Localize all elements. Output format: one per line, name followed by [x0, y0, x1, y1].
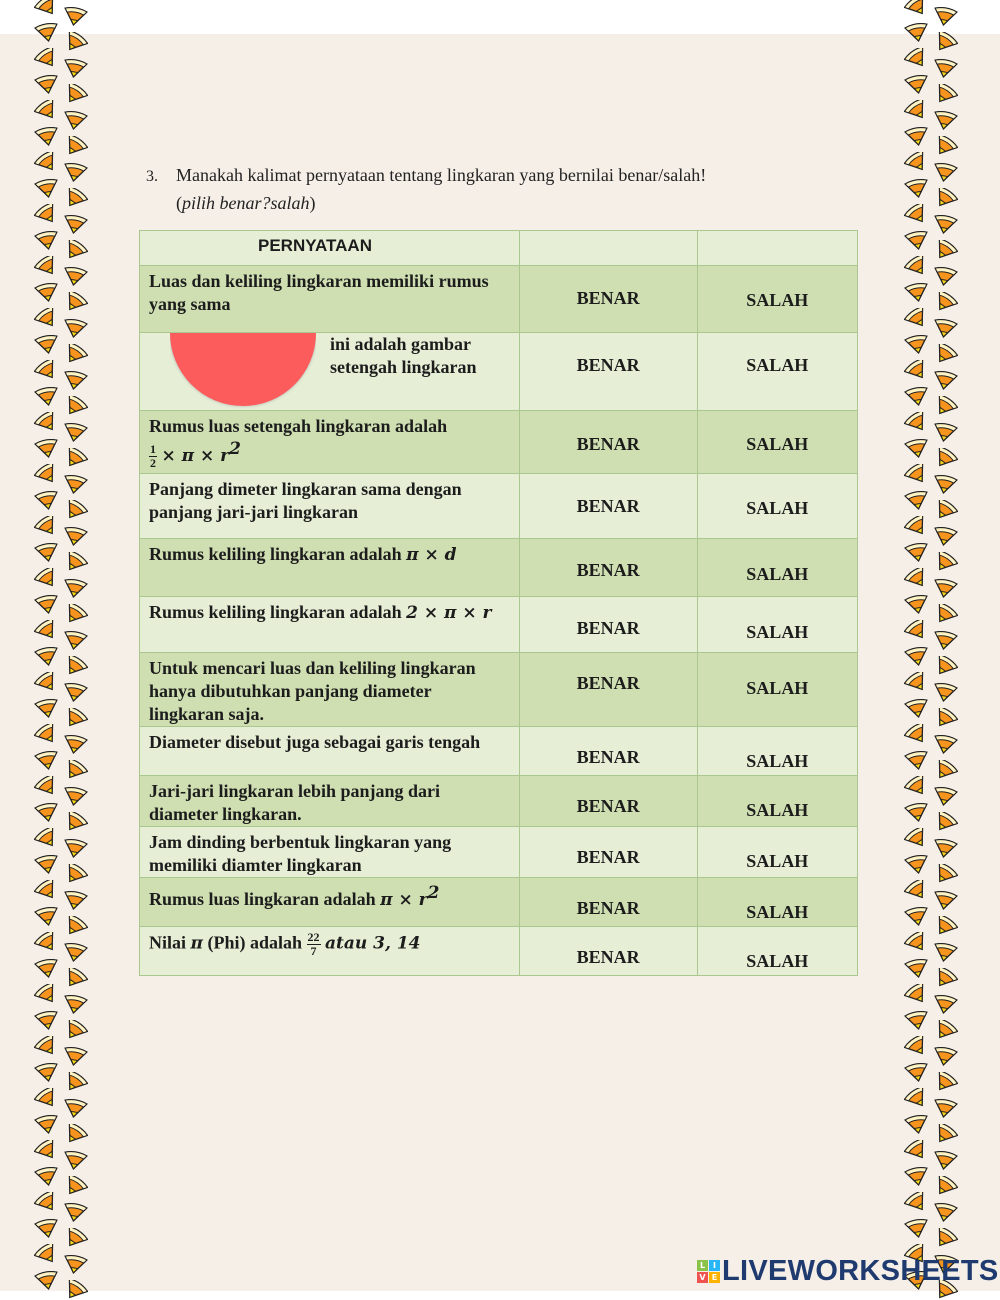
header-statement: PERNYATAAN — [140, 231, 520, 266]
candy-corn-icon — [34, 1088, 60, 1108]
candy-corn-icon — [904, 308, 930, 328]
candy-corn-icon — [932, 786, 958, 806]
candy-corn-icon — [932, 630, 958, 650]
candy-corn-icon — [62, 6, 88, 26]
candy-corn-icon — [34, 1244, 60, 1264]
candy-corn-icon — [932, 318, 958, 338]
candy-corn-icon — [932, 1176, 958, 1196]
candy-corn-icon — [904, 1166, 930, 1186]
statement-text: Rumus luas lingkaran adalah — [149, 889, 376, 909]
candy-corn-icon — [932, 604, 958, 624]
candy-corn-icon — [932, 32, 958, 52]
candy-corn-icon — [904, 412, 930, 432]
option-salah[interactable]: SALAH — [697, 776, 857, 827]
candy-corn-icon — [904, 802, 930, 822]
candy-corn-icon — [34, 1062, 60, 1082]
candy-corn-icon — [932, 1150, 958, 1170]
candy-corn-icon — [34, 620, 60, 640]
candy-corn-icon — [932, 916, 958, 936]
option-benar[interactable]: BENAR — [519, 597, 697, 653]
candy-corn-icon — [62, 32, 88, 52]
table-header-row — [140, 231, 858, 266]
candy-corn-icon — [34, 568, 60, 588]
candy-corn-icon — [34, 776, 60, 796]
candy-corn-icon — [932, 708, 958, 728]
candy-corn-icon — [62, 604, 88, 624]
candy-corn-icon — [904, 230, 930, 250]
table-row — [140, 539, 858, 597]
candy-corn-icon — [62, 318, 88, 338]
candy-corn-icon — [62, 136, 88, 156]
option-benar[interactable]: BENAR — [519, 266, 697, 333]
question-block — [146, 162, 846, 216]
candy-corn-icon — [34, 1140, 60, 1160]
candy-corn-border-right — [900, 0, 990, 1291]
candy-corn-icon — [34, 438, 60, 458]
candy-corn-icon — [904, 620, 930, 640]
candy-corn-icon — [932, 162, 958, 182]
option-salah[interactable]: SALAH — [697, 539, 857, 597]
candy-corn-icon — [932, 942, 958, 962]
candy-corn-icon — [62, 812, 88, 832]
candy-corn-icon — [62, 162, 88, 182]
candy-corn-icon — [904, 1062, 930, 1082]
table-row — [140, 927, 858, 976]
option-salah[interactable]: SALAH — [697, 653, 857, 727]
true-false-table — [139, 230, 858, 976]
candy-corn-icon — [34, 958, 60, 978]
candy-corn-icon — [904, 594, 930, 614]
statement-cell: Diameter disebut juga sebagai garis tengah — [140, 727, 520, 776]
statement-cell — [140, 927, 520, 976]
question-hint: (pilih benar?salah) — [176, 193, 316, 213]
candy-corn-icon — [932, 240, 958, 260]
candy-corn-icon — [62, 708, 88, 728]
candy-corn-icon — [904, 1140, 930, 1160]
formula-pi-value: atau 3, 14 — [325, 933, 421, 954]
statement-cell: Rumus luas setengah lingkaran adalah $\frac{1}{2}$ × $\pi \times r^2$ — [140, 411, 520, 474]
candy-corn-icon — [932, 760, 958, 780]
statement-text: Nilai — [149, 932, 187, 953]
candy-corn-icon — [932, 1124, 958, 1144]
statement-cell — [140, 597, 520, 653]
candy-corn-icon — [62, 1046, 88, 1066]
candy-corn-icon — [932, 370, 958, 390]
candy-corn-icon — [62, 682, 88, 702]
candy-corn-icon — [904, 828, 930, 848]
candy-corn-icon — [932, 344, 958, 364]
candy-corn-icon — [34, 22, 60, 42]
candy-corn-icon — [34, 984, 60, 1004]
candy-corn-icon — [62, 1280, 88, 1300]
candy-corn-icon — [34, 126, 60, 146]
candy-corn-icon — [62, 422, 88, 442]
candy-corn-icon — [932, 1020, 958, 1040]
candy-corn-icon — [62, 656, 88, 676]
candy-corn-border-left — [30, 0, 120, 1291]
option-benar[interactable]: BENAR — [519, 878, 697, 927]
table-row — [140, 597, 858, 653]
candy-corn-icon — [34, 256, 60, 276]
question-text: Manakah kalimat pernyataan tentang lingkaran yang bernilai benar/salah! — [176, 165, 707, 185]
candy-corn-icon — [904, 100, 930, 120]
candy-corn-icon — [62, 1254, 88, 1274]
candy-corn-icon — [34, 48, 60, 68]
candy-corn-icon — [34, 802, 60, 822]
candy-corn-icon — [904, 1114, 930, 1134]
candy-corn-icon — [932, 864, 958, 884]
candy-corn-icon — [34, 230, 60, 250]
option-benar[interactable]: BENAR — [519, 539, 697, 597]
statement-cell — [140, 539, 520, 597]
candy-corn-icon — [904, 178, 930, 198]
candy-corn-icon — [932, 552, 958, 572]
candy-corn-icon — [62, 942, 88, 962]
table-row — [140, 827, 858, 878]
candy-corn-icon — [904, 256, 930, 276]
statement-cell — [140, 333, 520, 411]
candy-corn-icon — [62, 84, 88, 104]
candy-corn-icon — [932, 214, 958, 234]
statement-text: Rumus keliling lingkaran adalah — [149, 602, 402, 622]
header-empty-1 — [519, 231, 697, 266]
candy-corn-icon — [904, 1088, 930, 1108]
candy-corn-icon — [62, 786, 88, 806]
candy-corn-icon — [34, 204, 60, 224]
candy-corn-icon — [34, 672, 60, 692]
candy-corn-icon — [904, 0, 930, 16]
candy-corn-icon — [62, 188, 88, 208]
candy-corn-icon — [932, 422, 958, 442]
candy-corn-icon — [904, 152, 930, 172]
candy-corn-icon — [904, 750, 930, 770]
candy-corn-icon — [932, 1228, 958, 1248]
table-row — [140, 266, 858, 333]
candy-corn-icon — [34, 0, 60, 16]
candy-corn-icon — [34, 360, 60, 380]
fraction-22-7: $\frac{22}{7}$ — [307, 930, 320, 958]
statement-text: ini adalah gambar setengah lingkaran — [330, 334, 477, 377]
candy-corn-icon — [932, 1202, 958, 1222]
option-benar[interactable]: BENAR — [519, 827, 697, 878]
candy-corn-icon — [62, 1124, 88, 1144]
candy-corn-icon — [904, 48, 930, 68]
candy-corn-icon — [62, 58, 88, 78]
statement-cell: Jari-jari lingkaran lebih panjang dari diameter lingkaran. — [140, 776, 520, 827]
candy-corn-icon — [62, 1228, 88, 1248]
option-salah[interactable]: SALAH — [697, 411, 857, 474]
candy-corn-icon — [62, 344, 88, 364]
candy-corn-icon — [34, 334, 60, 354]
candy-corn-icon — [904, 490, 930, 510]
candy-corn-icon — [932, 968, 958, 988]
option-salah[interactable]: SALAH — [697, 827, 857, 878]
candy-corn-icon — [62, 110, 88, 130]
table-row — [140, 474, 858, 539]
liveworksheets-logo — [697, 1254, 999, 1288]
candy-corn-icon — [62, 370, 88, 390]
candy-corn-icon — [62, 760, 88, 780]
candy-corn-icon — [932, 1098, 958, 1118]
candy-corn-icon — [904, 1036, 930, 1056]
candy-corn-icon — [62, 968, 88, 988]
candy-corn-icon — [932, 812, 958, 832]
candy-corn-icon — [34, 1270, 60, 1290]
candy-corn-icon — [62, 1176, 88, 1196]
candy-corn-icon — [904, 958, 930, 978]
candy-corn-icon — [904, 126, 930, 146]
candy-corn-icon — [904, 880, 930, 900]
option-benar[interactable]: BENAR — [519, 474, 697, 539]
candy-corn-icon — [62, 890, 88, 910]
formula: π × r — [380, 890, 428, 910]
candy-corn-icon — [904, 776, 930, 796]
option-salah[interactable]: SALAH — [697, 597, 857, 653]
candy-corn-icon — [932, 734, 958, 754]
candy-corn-icon — [62, 864, 88, 884]
statement-text: Rumus luas setengah lingkaran adalah — [149, 416, 448, 436]
statement-cell: Luas dan keliling lingkaran memiliki rumus yang sama — [140, 266, 520, 333]
option-salah[interactable]: SALAH — [697, 266, 857, 333]
candy-corn-icon — [932, 526, 958, 546]
candy-corn-icon — [904, 1192, 930, 1212]
candy-corn-icon — [932, 994, 958, 1014]
candy-corn-icon — [62, 838, 88, 858]
candy-corn-icon — [904, 906, 930, 926]
table-row — [140, 653, 858, 727]
option-salah[interactable]: SALAH — [697, 878, 857, 927]
candy-corn-icon — [34, 646, 60, 666]
question-hint-italic: pilih benar?salah — [182, 193, 310, 213]
candy-corn-icon — [932, 500, 958, 520]
candy-corn-icon — [34, 594, 60, 614]
table-row — [140, 411, 858, 474]
candy-corn-icon — [34, 1166, 60, 1186]
candy-corn-icon — [62, 292, 88, 312]
candy-corn-icon — [932, 136, 958, 156]
option-benar[interactable]: BENAR — [519, 333, 697, 411]
candy-corn-icon — [62, 240, 88, 260]
candy-corn-icon — [904, 282, 930, 302]
option-salah[interactable]: SALAH — [697, 474, 857, 539]
candy-corn-icon — [34, 100, 60, 120]
candy-corn-icon — [62, 578, 88, 598]
candy-corn-icon — [34, 750, 60, 770]
candy-corn-icon — [34, 906, 60, 926]
candy-corn-icon — [34, 464, 60, 484]
candy-corn-icon — [62, 214, 88, 234]
candy-corn-icon — [932, 110, 958, 130]
semicircle-image — [170, 333, 316, 409]
statement-text-2: (Phi) adalah — [207, 932, 302, 953]
candy-corn-icon — [34, 1114, 60, 1134]
candy-corn-icon — [932, 682, 958, 702]
candy-corn-icon — [34, 308, 60, 328]
candy-corn-icon — [904, 568, 930, 588]
option-salah[interactable]: SALAH — [697, 727, 857, 776]
candy-corn-icon — [904, 1010, 930, 1030]
table-row — [140, 333, 858, 411]
candy-corn-icon — [62, 448, 88, 468]
candy-corn-icon — [932, 396, 958, 416]
candy-corn-icon — [62, 1202, 88, 1222]
table-row — [140, 776, 858, 827]
candy-corn-icon — [932, 448, 958, 468]
candy-corn-icon — [904, 464, 930, 484]
candy-corn-icon — [34, 698, 60, 718]
candy-corn-icon — [932, 1046, 958, 1066]
candy-corn-icon — [62, 474, 88, 494]
candy-corn-icon — [34, 1010, 60, 1030]
candy-corn-icon — [932, 266, 958, 286]
option-benar[interactable]: BENAR — [519, 653, 697, 727]
candy-corn-icon — [34, 178, 60, 198]
statement-cell: Jam dinding berbentuk lingkaran yang memiliki diamter lingkaran — [140, 827, 520, 878]
statement-cell: Panjang dimeter lingkaran sama dengan panjang jari-jari lingkaran — [140, 474, 520, 539]
formula: 2 × π × r — [406, 603, 492, 623]
candy-corn-icon — [932, 656, 958, 676]
candy-corn-icon — [904, 854, 930, 874]
candy-corn-icon — [904, 672, 930, 692]
statement-cell: Untuk mencari luas dan keliling lingkaran hanya dibutuhkan panjang diameter lingkaran saja. — [140, 653, 520, 727]
header-empty-2 — [697, 231, 857, 266]
candy-corn-icon — [62, 916, 88, 936]
option-benar[interactable]: BENAR — [519, 776, 697, 827]
option-benar[interactable]: BENAR — [519, 927, 697, 976]
candy-corn-icon — [932, 838, 958, 858]
candy-corn-icon — [904, 334, 930, 354]
candy-corn-icon — [904, 932, 930, 952]
candy-corn-icon — [904, 516, 930, 536]
candy-corn-icon — [62, 734, 88, 754]
candy-corn-icon — [932, 292, 958, 312]
candy-corn-icon — [34, 1036, 60, 1056]
formula: × π × r — [161, 446, 230, 466]
candy-corn-icon — [932, 1072, 958, 1092]
candy-corn-icon — [34, 386, 60, 406]
candy-corn-icon — [62, 526, 88, 546]
candy-corn-icon — [904, 698, 930, 718]
candy-corn-icon — [34, 1192, 60, 1212]
table-row — [140, 878, 858, 927]
candy-corn-icon — [62, 1020, 88, 1040]
brand-name: LIVEWORKSHEETS — [722, 1254, 999, 1287]
candy-corn-icon — [904, 542, 930, 562]
candy-corn-icon — [904, 646, 930, 666]
candy-corn-icon — [904, 438, 930, 458]
candy-corn-icon — [904, 22, 930, 42]
candy-corn-icon — [34, 516, 60, 536]
option-salah[interactable]: SALAH — [697, 333, 857, 411]
option-salah[interactable]: SALAH — [697, 927, 857, 976]
candy-corn-icon — [932, 578, 958, 598]
candy-corn-icon — [34, 282, 60, 302]
candy-corn-icon — [904, 360, 930, 380]
statement-cell: Rumus luas lingkaran adalah $\pi \times r^2$ — [140, 878, 520, 927]
candy-corn-icon — [932, 6, 958, 26]
candy-corn-icon — [34, 490, 60, 510]
statement-text: Rumus keliling lingkaran adalah — [149, 544, 402, 564]
candy-corn-icon — [62, 994, 88, 1014]
candy-corn-icon — [932, 58, 958, 78]
formula-pi: π — [190, 933, 203, 954]
candy-corn-icon — [62, 1150, 88, 1170]
candy-corn-icon — [904, 386, 930, 406]
candy-corn-icon — [932, 474, 958, 494]
candy-corn-icon — [932, 188, 958, 208]
candy-corn-icon — [904, 724, 930, 744]
option-benar[interactable]: BENAR — [519, 727, 697, 776]
candy-corn-icon — [34, 74, 60, 94]
candy-corn-icon — [62, 630, 88, 650]
candy-corn-icon — [62, 552, 88, 572]
candy-corn-icon — [62, 500, 88, 520]
candy-corn-icon — [62, 396, 88, 416]
formula: π × d — [406, 545, 457, 565]
candy-corn-icon — [932, 84, 958, 104]
candy-corn-icon — [34, 880, 60, 900]
option-benar[interactable]: BENAR — [519, 411, 697, 474]
candy-corn-icon — [904, 204, 930, 224]
candy-corn-icon — [34, 1218, 60, 1238]
table-row — [140, 727, 858, 776]
candy-corn-icon — [904, 984, 930, 1004]
candy-corn-icon — [34, 724, 60, 744]
candy-corn-icon — [62, 1098, 88, 1118]
candy-corn-icon — [34, 412, 60, 432]
candy-corn-icon — [34, 828, 60, 848]
question-number: 3. — [146, 168, 158, 185]
candy-corn-icon — [904, 1218, 930, 1238]
candy-corn-icon — [904, 74, 930, 94]
candy-corn-icon — [62, 1072, 88, 1092]
logo-mark-icon: L I V E — [697, 1260, 719, 1282]
fraction-half: $\frac{1}{2}$ — [150, 442, 156, 471]
candy-corn-icon — [932, 890, 958, 910]
candy-corn-icon — [34, 542, 60, 562]
candy-corn-icon — [34, 854, 60, 874]
candy-corn-icon — [34, 932, 60, 952]
candy-corn-icon — [62, 266, 88, 286]
candy-corn-icon — [34, 152, 60, 172]
